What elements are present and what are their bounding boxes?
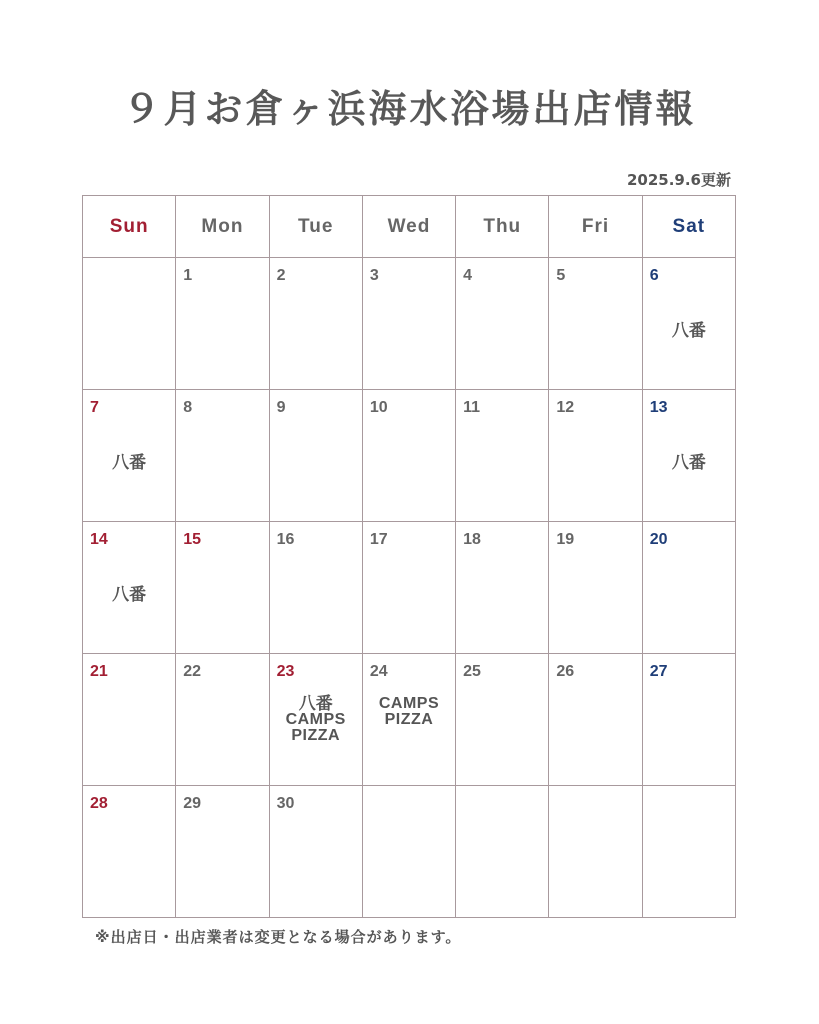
day-cell — [362, 390, 455, 522]
day-cell — [549, 786, 642, 918]
day-cell — [362, 786, 455, 918]
day-cell — [362, 522, 455, 654]
calendar-week-row — [83, 654, 736, 786]
weekday-header-thu: Thu — [456, 196, 549, 258]
day-cell — [176, 786, 269, 918]
page-title: ９月お倉ヶ浜海水浴場出店情報 — [122, 87, 697, 131]
shop-name: 八番 — [671, 453, 706, 473]
shop-name: PIZZA — [384, 711, 434, 728]
shop-name: CAMPS — [285, 711, 346, 728]
day-cell — [83, 390, 176, 522]
day-cell — [456, 390, 549, 522]
day-cell — [456, 654, 549, 786]
shop-event — [643, 455, 735, 471]
day-number: 23 — [276, 663, 295, 680]
calendar-week-row — [83, 258, 736, 390]
day-number: 27 — [649, 663, 668, 680]
day-cell — [549, 522, 642, 654]
day-cell — [456, 522, 549, 654]
day-number: 25 — [463, 663, 481, 680]
day-number: 4 — [463, 267, 473, 284]
calendar-week-row — [83, 786, 736, 918]
day-cell — [176, 258, 269, 390]
shop-event — [270, 696, 362, 744]
day-number: 10 — [369, 399, 388, 416]
shop-event — [363, 696, 455, 728]
shop-event — [643, 323, 735, 339]
day-number: 13 — [649, 399, 668, 416]
day-number: 18 — [463, 531, 481, 548]
shop-name: 八番 — [298, 694, 333, 714]
day-cell — [549, 654, 642, 786]
day-number: 9 — [276, 399, 286, 416]
day-number: 14 — [90, 531, 108, 548]
day-cell — [269, 786, 362, 918]
day-number: 28 — [90, 795, 108, 812]
day-number: 8 — [183, 399, 193, 416]
weekday-header-sun: Sun — [83, 196, 176, 258]
day-cell — [456, 258, 549, 390]
weekday-header-fri: Fri — [549, 196, 642, 258]
day-number: 7 — [90, 399, 99, 416]
day-number: 15 — [183, 531, 202, 548]
calendar-week-row — [83, 522, 736, 654]
day-number: 1 — [183, 267, 193, 284]
weekday-header-mon: Mon — [176, 196, 269, 258]
calendar-grid — [82, 195, 736, 918]
day-number: 22 — [183, 663, 202, 680]
weekday-header-tue: Tue — [269, 196, 362, 258]
day-number: 6 — [649, 267, 659, 284]
day-cell — [642, 654, 735, 786]
day-number: 17 — [369, 531, 388, 548]
shop-name: PIZZA — [291, 727, 341, 744]
day-cell — [269, 390, 362, 522]
day-cell — [176, 654, 269, 786]
day-cell — [642, 522, 735, 654]
weekday-header-row — [83, 196, 736, 258]
day-number: 24 — [369, 663, 388, 680]
calendar-body — [83, 258, 736, 918]
day-cell — [362, 258, 455, 390]
day-cell — [269, 522, 362, 654]
day-cell — [549, 390, 642, 522]
day-cell — [83, 654, 176, 786]
day-number: 2 — [276, 267, 286, 284]
calendar-week-row — [83, 390, 736, 522]
day-number: 26 — [556, 663, 575, 680]
day-number: 29 — [183, 795, 202, 812]
day-cell — [456, 786, 549, 918]
day-cell — [642, 786, 735, 918]
day-cell — [269, 258, 362, 390]
weekday-header-wed: Wed — [362, 196, 455, 258]
day-cell — [642, 390, 735, 522]
shop-name: CAMPS — [378, 695, 440, 712]
day-number: 5 — [556, 267, 566, 284]
day-cell — [83, 258, 176, 390]
disclaimer-note: ※出店日・出店業者は変更となる場合があります。 — [95, 928, 462, 946]
day-number: 20 — [649, 531, 668, 548]
weekday-header-sat: Sat — [642, 196, 735, 258]
day-number: 21 — [90, 663, 108, 680]
day-cell — [642, 258, 735, 390]
shop-name: 八番 — [112, 585, 147, 605]
day-number: 19 — [556, 531, 575, 548]
shop-name: 八番 — [671, 321, 706, 341]
day-cell — [83, 522, 176, 654]
day-number: 16 — [276, 531, 295, 548]
day-number: 12 — [556, 399, 575, 416]
day-cell — [176, 390, 269, 522]
updated-date: 2025.9.6更新 — [626, 171, 731, 189]
day-cell — [549, 258, 642, 390]
day-number: 11 — [463, 399, 481, 416]
day-number: 30 — [276, 795, 295, 812]
day-cell — [83, 786, 176, 918]
day-cell — [362, 654, 455, 786]
shop-event — [83, 587, 175, 603]
shop-event — [83, 455, 175, 471]
day-number: 3 — [369, 267, 379, 284]
shop-name: 八番 — [112, 453, 147, 473]
day-cell — [176, 522, 269, 654]
day-cell — [269, 654, 362, 786]
